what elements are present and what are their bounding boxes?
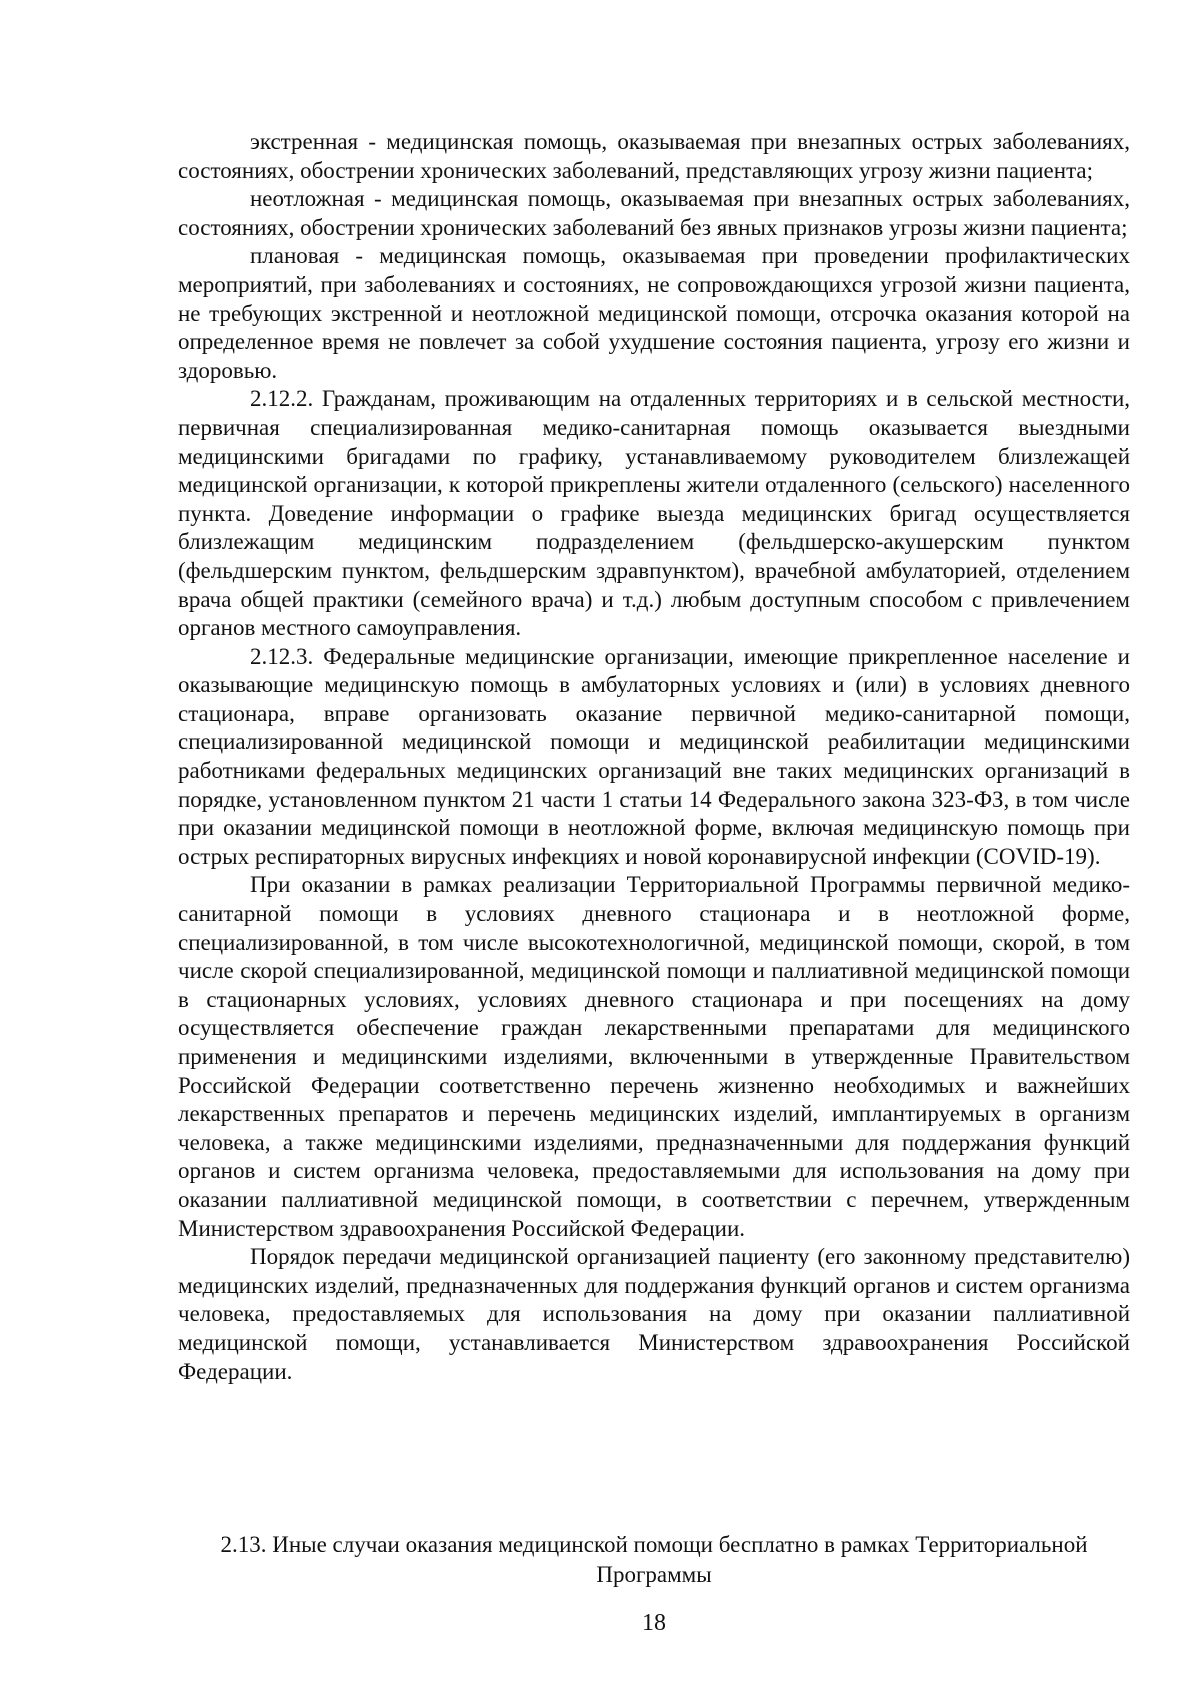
paragraph-2-12-2: 2.12.2. Гражданам, проживающим на отдаленных территориях и в сельской местности, первичная специализированная медико-санитарная помощь оказывается выездными медицинскими бригадами по графику, устанавливаемому руководителем близлежащей медицинской организации, к которой прикреплены жители отдаленного (сельского) населенного пункта. Доведение информации о графике выезда медицинских бригад осуществляется близлежащим медицинским подразделением (фельдшерско-акушерским пунктом (фельдшерским пунктом, фельдшерским здравпунктом), врачебной амбулаторией, отделением врача общей практики (семейного врача) и т.д.) любым доступным способом с привлечением органов местного самоуправления. bbox=[178, 386, 1130, 641]
paragraph-drug-provision: При оказании в рамках реализации Территориальной Программы первичной медико-санитарной помощи в условиях дневного стационара и в неотложной форме, специализированной, в том числе высокотехнологичной, медицинской помощи, скорой, в том числе скорой специализированной, медицинской помощи и паллиативной медицинской помощи в стационарных условиях, условиях дневного стационара и при посещениях на дому осуществляется обеспечение граждан лекарственными препаратами для медицинского применения и медицинскими изделиями, включенными в утвержденные Правительством Российской Федерации соответственно перечень жизненно необходимых и важнейших лекарственных препаратов и перечень медицинских изделий, имплантируемых в организм человека, а также медицинскими изделиями, предназначенными для поддержания функций органов и систем организма человека, предоставляемыми для использования на дому при оказании паллиативной медицинской помощи, в соответствии с перечнем, утвержденным Министерством здравоохранения Российской Федерации. bbox=[178, 872, 1130, 1241]
paragraph-2-12-3: 2.12.3. Федеральные медицинские организации, имеющие прикрепленное население и оказывающие медицинскую помощь в амбулаторных условиях и (или) в условиях дневного стационара, вправе организовать оказание первичной медико-санитарной помощи, специализированной медицинской помощи и медицинской реабилитации медицинскими работниками федеральных медицинских организаций вне таких медицинских организаций в порядке, установленном пунктом 21 части 1 статьи 14 Федерального закона 323-ФЗ, в том числе при оказании медицинской помощи в неотложной форме, включая медицинскую помощь при острых респираторных вирусных инфекциях и новой коронавирусной инфекции (COVID-19). bbox=[178, 643, 1130, 869]
section-heading: 2.13. Иные случаи оказания медицинской помощи бесплатно в рамках Территориальной Программы bbox=[220, 1532, 1088, 1587]
body-text bbox=[178, 128, 1130, 1386]
paragraph-device-transfer: Порядок передачи медицинской организацией пациенту (его законному представителю) медицинских изделий, предназначенных для поддержания функций органов и систем организма человека, предоставляемых для использования на дому при оказании паллиативной медицинской помощи, устанавливается Министерством здравоохранения Российской Федерации. bbox=[178, 1244, 1130, 1384]
paragraph-urgent-definition: неотложная - медицинская помощь, оказываемая при внезапных острых заболеваниях, состояниях, обострении хронических заболеваний без явных признаков угрозы жизни пациента; bbox=[178, 186, 1130, 240]
page-number: 18 bbox=[642, 1610, 666, 1636]
paragraph-planned-definition: плановая - медицинская помощь, оказываемая при проведении профилактических мероприятий, при заболеваниях и состояниях, не сопровождающихся угрозой жизни пациента, не требующих экстренной и неотложной медицинской помощи, отсрочка оказания которой на определенное время не повлечет за собой ухудшение состояния пациента, угрозу его жизни и здоровью. bbox=[178, 243, 1130, 383]
paragraph-emergency-definition: экстренная - медицинская помощь, оказываемая при внезапных острых заболеваниях, состояниях, обострении хронических заболеваний, представляющих угрозу жизни пациента; bbox=[178, 129, 1130, 183]
